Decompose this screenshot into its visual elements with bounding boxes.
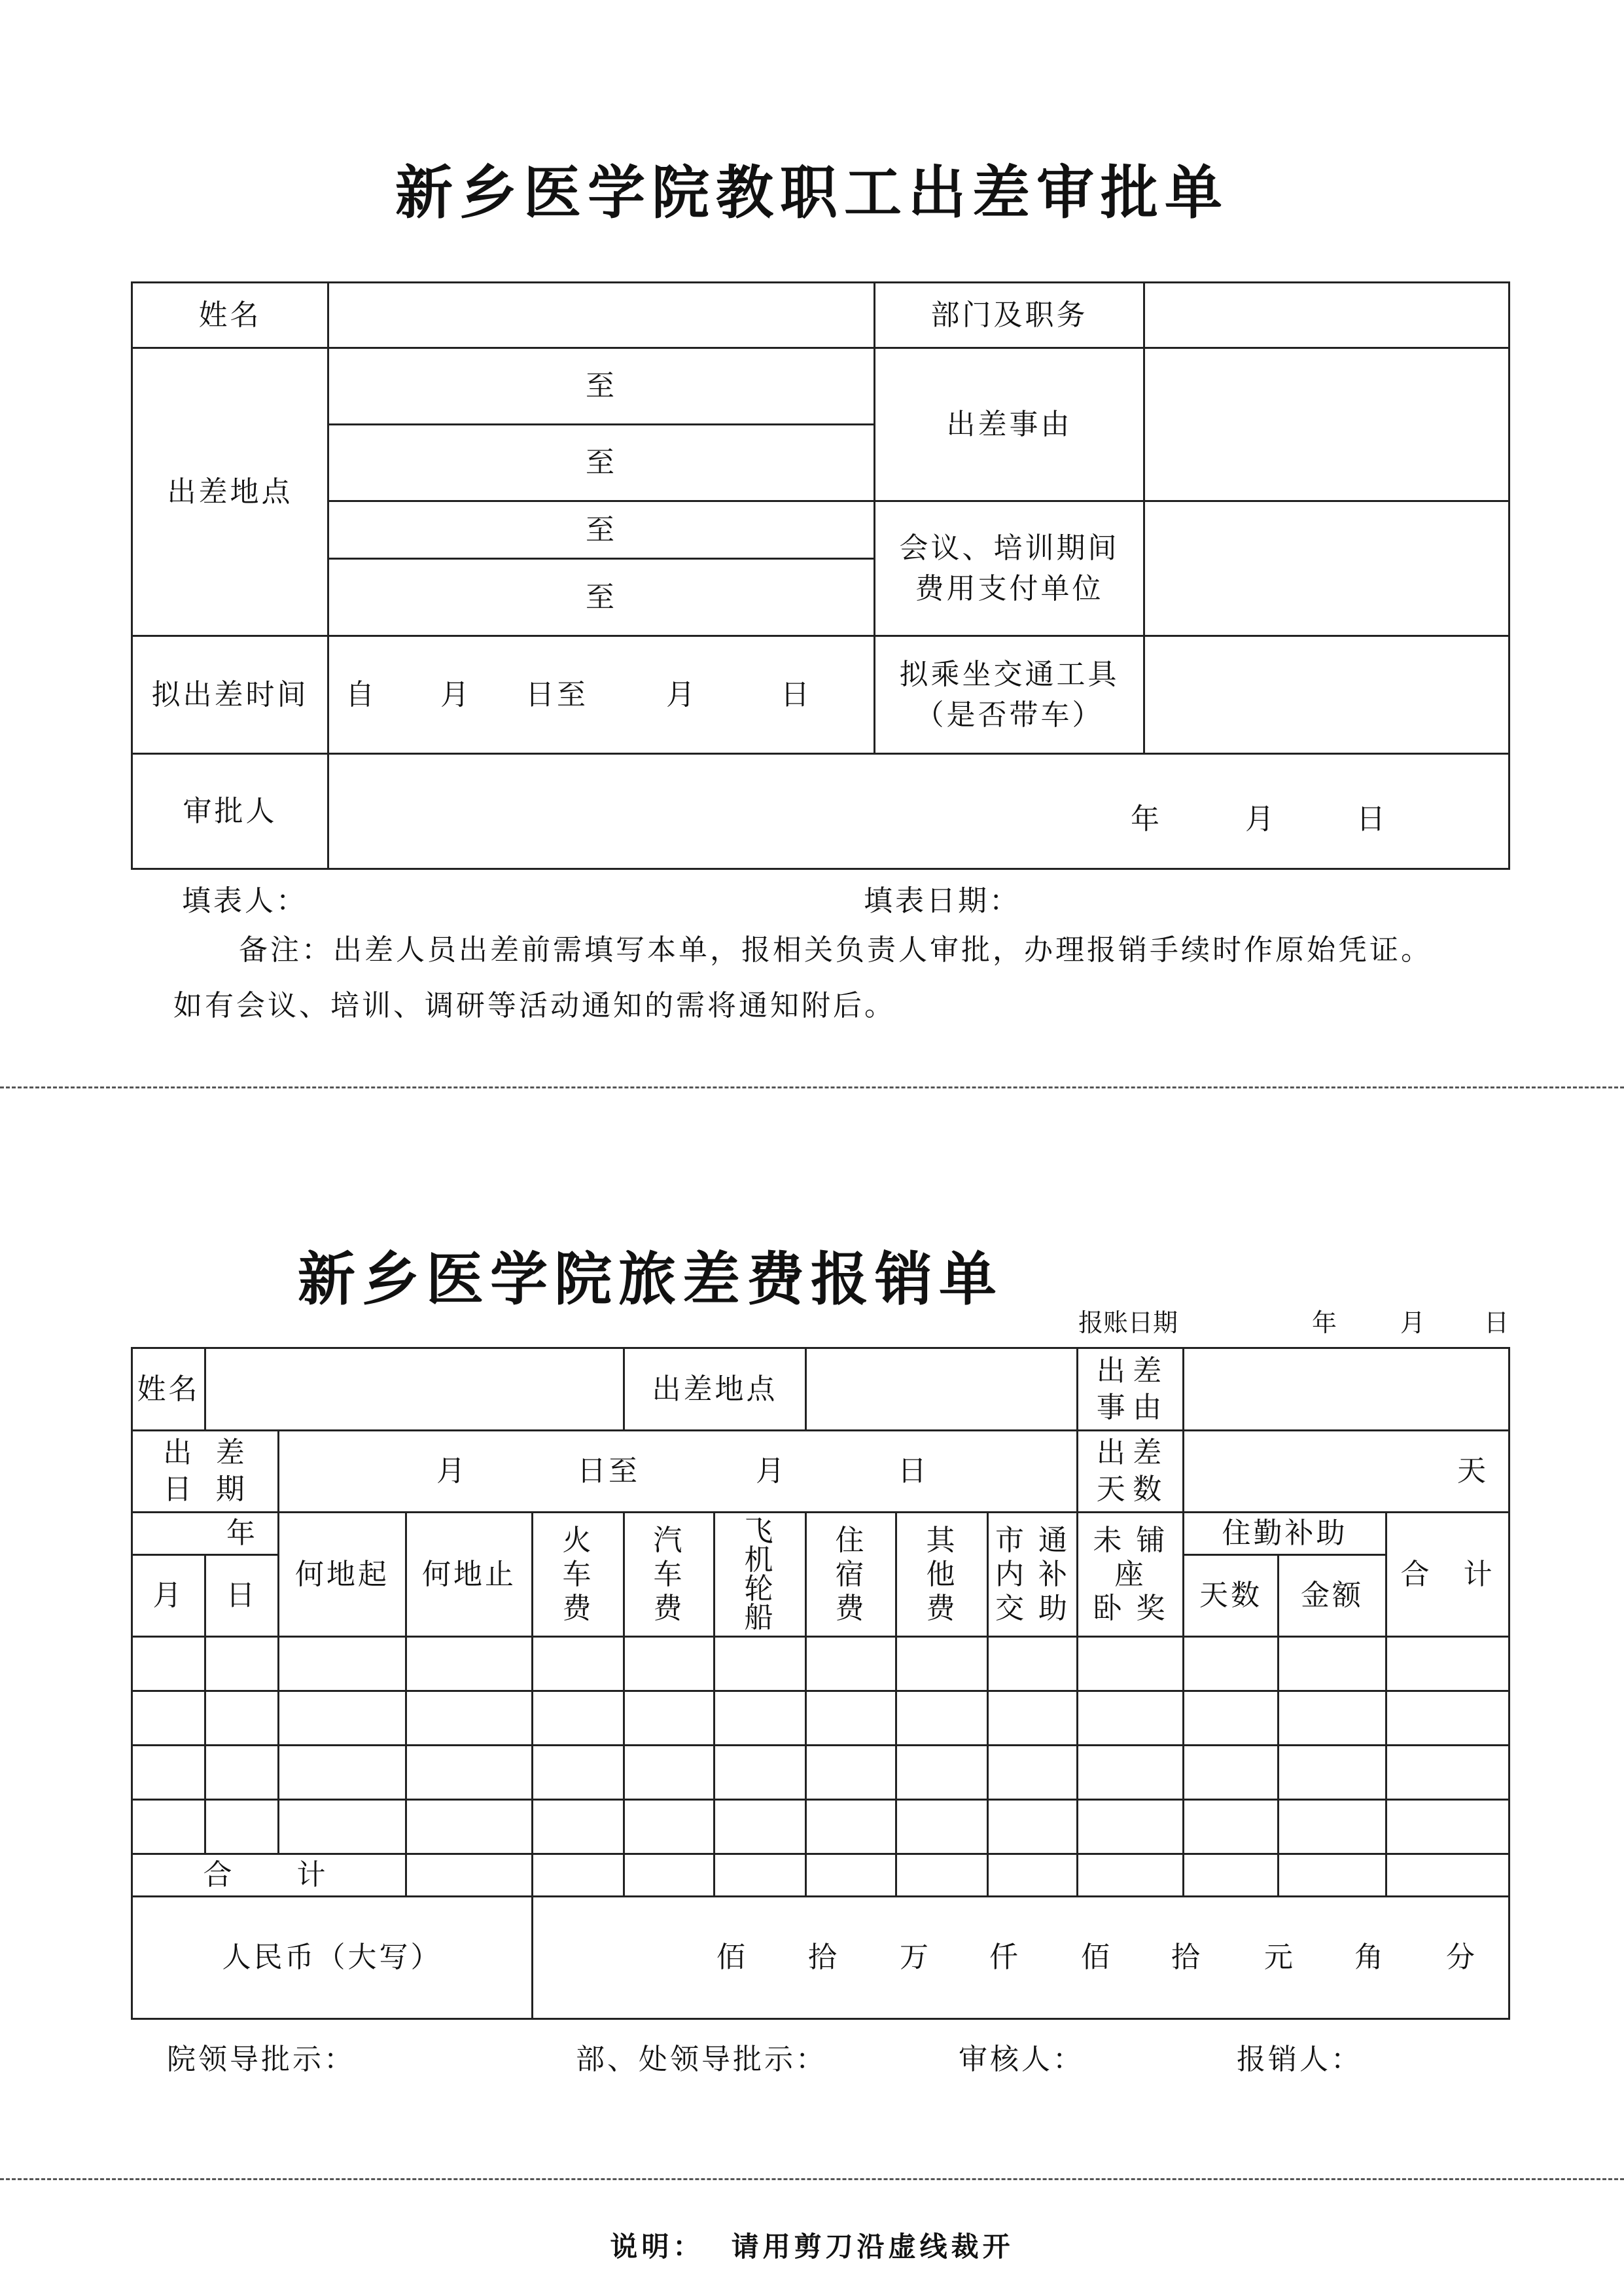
cell[interactable] bbox=[624, 1637, 715, 1691]
cell[interactable] bbox=[1078, 1854, 1184, 1897]
cut-line-1 bbox=[0, 1086, 1624, 1088]
transport-field[interactable] bbox=[1144, 636, 1509, 754]
table-row bbox=[132, 1800, 1509, 1854]
r-reason-field[interactable] bbox=[1184, 1348, 1509, 1431]
to-label: 至 bbox=[586, 580, 617, 614]
cell[interactable] bbox=[1279, 1800, 1386, 1854]
rmb-unit: 仟 bbox=[989, 1941, 1021, 1974]
cell[interactable] bbox=[715, 1800, 806, 1854]
cut-line-2 bbox=[0, 2178, 1624, 2180]
rmb-unit: 佰 bbox=[1081, 1941, 1112, 1974]
transport-label-line2: （是否带车） bbox=[915, 698, 1104, 732]
char: 日 bbox=[163, 1473, 195, 1506]
cell[interactable] bbox=[1386, 1691, 1509, 1746]
fill-date-label: 填表日期： bbox=[864, 884, 1021, 918]
char: 轮 bbox=[744, 1571, 776, 1605]
char: 他 bbox=[926, 1557, 958, 1591]
table-row bbox=[132, 1746, 1509, 1800]
cell[interactable] bbox=[533, 1746, 624, 1800]
time-from: 自 bbox=[345, 677, 377, 711]
r-days-label bbox=[1078, 1431, 1184, 1513]
sum-label bbox=[132, 1854, 406, 1897]
col-city-line2: 内 补 bbox=[995, 1557, 1070, 1591]
cell[interactable] bbox=[715, 1691, 806, 1746]
cell[interactable] bbox=[406, 1800, 533, 1854]
dept-field[interactable] bbox=[1144, 283, 1509, 348]
transport-label bbox=[875, 636, 1144, 754]
cell[interactable] bbox=[896, 1746, 988, 1800]
cell[interactable] bbox=[624, 1691, 715, 1746]
approve-year: 年 bbox=[1131, 802, 1162, 836]
cell[interactable] bbox=[715, 1746, 806, 1800]
char: 期 bbox=[215, 1473, 247, 1506]
char: 汽 bbox=[653, 1523, 685, 1557]
payer-label-line2: 费用支付单位 bbox=[915, 571, 1104, 605]
col-nobed-line3: 卧 奖 bbox=[1093, 1591, 1168, 1625]
char: 费 bbox=[835, 1591, 867, 1625]
r-date-month: 月 bbox=[436, 1454, 468, 1488]
approver-label: 审批人 bbox=[132, 754, 328, 869]
cell[interactable] bbox=[1279, 1637, 1386, 1691]
cell[interactable] bbox=[1078, 1691, 1184, 1746]
char: 车 bbox=[562, 1557, 594, 1591]
col-nobed-line1: 未 铺 bbox=[1093, 1523, 1168, 1557]
col-allow-days: 天数 bbox=[1184, 1555, 1279, 1637]
col-bus bbox=[624, 1513, 715, 1637]
location-field-1[interactable] bbox=[328, 348, 875, 425]
col-month: 月 bbox=[132, 1555, 205, 1637]
cell[interactable] bbox=[1279, 1691, 1386, 1746]
cell[interactable] bbox=[624, 1800, 715, 1854]
char: 出 bbox=[163, 1436, 195, 1469]
approval-table bbox=[131, 281, 1510, 870]
cell[interactable] bbox=[533, 1691, 624, 1746]
col-train bbox=[533, 1513, 624, 1637]
name-field[interactable] bbox=[328, 283, 875, 348]
cell[interactable] bbox=[1078, 1800, 1184, 1854]
cell[interactable] bbox=[205, 1746, 279, 1800]
cell[interactable] bbox=[406, 1854, 533, 1897]
cell[interactable] bbox=[1184, 1854, 1279, 1897]
filler-label: 填表人： bbox=[182, 884, 308, 918]
cell[interactable] bbox=[279, 1746, 406, 1800]
report-day: 日 bbox=[1484, 1308, 1509, 1337]
name-label: 姓名 bbox=[132, 283, 328, 348]
rmb-unit: 分 bbox=[1446, 1941, 1477, 1974]
report-date bbox=[1073, 1302, 1518, 1335]
note-line1: 备注：出差人员出差前需填写本单，报相关负责人审批，办理报销手续时作原始凭证。 bbox=[239, 933, 1432, 967]
char: 费 bbox=[562, 1591, 594, 1625]
sum-row bbox=[132, 1854, 1509, 1897]
payer-label bbox=[875, 501, 1144, 636]
cell[interactable] bbox=[279, 1691, 406, 1746]
payer-label-line1: 会议、培训期间 bbox=[899, 531, 1120, 565]
char: 机 bbox=[744, 1543, 776, 1577]
approve-day: 日 bbox=[1356, 802, 1388, 836]
sum-he: 合 bbox=[203, 1858, 235, 1892]
cell[interactable] bbox=[1078, 1746, 1184, 1800]
char: 火 bbox=[562, 1523, 594, 1557]
rmb-field[interactable] bbox=[533, 1897, 1509, 2019]
char: 数 bbox=[1133, 1473, 1165, 1506]
cell[interactable] bbox=[1184, 1637, 1279, 1691]
time-day: 日 bbox=[781, 677, 812, 711]
char: 差 bbox=[1133, 1354, 1165, 1388]
char: 其 bbox=[926, 1523, 958, 1557]
cell[interactable] bbox=[988, 1637, 1078, 1691]
cell[interactable] bbox=[806, 1800, 896, 1854]
char: 宿 bbox=[835, 1557, 867, 1591]
r-date-field[interactable] bbox=[279, 1431, 1078, 1513]
cell[interactable] bbox=[132, 1800, 205, 1854]
r-date-month2: 月 bbox=[756, 1454, 787, 1488]
col-allow-amount: 金额 bbox=[1279, 1555, 1386, 1637]
char: 事 bbox=[1096, 1390, 1128, 1424]
rmb-unit: 佰 bbox=[716, 1941, 748, 1974]
cell[interactable] bbox=[1386, 1854, 1509, 1897]
approver-field[interactable] bbox=[328, 754, 1509, 869]
col-no-bed bbox=[1078, 1513, 1184, 1637]
location-field-3[interactable] bbox=[328, 501, 875, 559]
cell[interactable] bbox=[896, 1800, 988, 1854]
cell[interactable] bbox=[806, 1854, 896, 1897]
cell[interactable] bbox=[533, 1854, 624, 1897]
cell[interactable] bbox=[279, 1800, 406, 1854]
r-date-day: 日 bbox=[898, 1454, 929, 1488]
char: 差 bbox=[1133, 1436, 1165, 1469]
cell[interactable] bbox=[715, 1637, 806, 1691]
form1-title: 新乡医学院教职工出差审批单 bbox=[395, 158, 1229, 226]
char: 天 bbox=[1096, 1473, 1128, 1506]
rmb-unit: 万 bbox=[900, 1941, 931, 1974]
payer-field[interactable] bbox=[1144, 501, 1509, 636]
location-field-4[interactable] bbox=[328, 559, 875, 636]
dept-label: 部门及职务 bbox=[875, 283, 1144, 348]
char: 由 bbox=[1133, 1390, 1165, 1424]
cell[interactable] bbox=[1386, 1637, 1509, 1691]
rmb-unit: 拾 bbox=[1171, 1941, 1203, 1974]
char: 住 bbox=[835, 1523, 867, 1557]
char: 飞 bbox=[744, 1514, 776, 1548]
col-from: 何地起 bbox=[279, 1513, 406, 1637]
sign-leader: 院领导批示： bbox=[167, 2043, 355, 2076]
time-field[interactable] bbox=[328, 636, 875, 754]
cell[interactable] bbox=[988, 1854, 1078, 1897]
col-city-line3: 交 助 bbox=[995, 1591, 1070, 1625]
cell[interactable] bbox=[1386, 1746, 1509, 1800]
char: 车 bbox=[653, 1557, 685, 1591]
col-total: 合 计 bbox=[1386, 1513, 1509, 1637]
char: 费 bbox=[926, 1591, 958, 1625]
time-day-to: 日至 bbox=[525, 677, 588, 711]
r-date-day-to: 日至 bbox=[577, 1454, 640, 1488]
cell[interactable] bbox=[624, 1854, 715, 1897]
r-days-unit: 天 bbox=[1457, 1454, 1489, 1488]
cell[interactable] bbox=[205, 1800, 279, 1854]
note-line2: 如有会议、培训、调研等活动通知的需将通知附后。 bbox=[173, 989, 896, 1022]
cell[interactable] bbox=[406, 1746, 533, 1800]
char: 船 bbox=[744, 1600, 776, 1634]
report-month: 月 bbox=[1400, 1308, 1426, 1337]
form2-title: 新乡医学院旅差费报销单 bbox=[298, 1245, 1004, 1313]
cell[interactable] bbox=[533, 1637, 624, 1691]
col-day: 日 bbox=[205, 1555, 279, 1637]
cell[interactable] bbox=[896, 1637, 988, 1691]
transport-label-line1: 拟乘坐交通工具 bbox=[899, 657, 1120, 691]
cell[interactable] bbox=[1184, 1691, 1279, 1746]
col-hotel bbox=[806, 1513, 896, 1637]
cell[interactable] bbox=[1184, 1746, 1279, 1800]
sign-auditor: 审核人： bbox=[959, 2043, 1084, 2076]
cell[interactable] bbox=[1386, 1800, 1509, 1854]
cell[interactable] bbox=[533, 1800, 624, 1854]
col-year: 年 bbox=[132, 1513, 279, 1555]
cell[interactable] bbox=[132, 1746, 205, 1800]
time-month2: 月 bbox=[666, 677, 697, 711]
report-year: 年 bbox=[1312, 1308, 1337, 1337]
reimbursement-table bbox=[131, 1347, 1510, 2020]
cell[interactable] bbox=[205, 1691, 279, 1746]
col-city-line1: 市 通 bbox=[995, 1523, 1070, 1557]
cell[interactable] bbox=[806, 1691, 896, 1746]
cell[interactable] bbox=[806, 1746, 896, 1800]
cell[interactable] bbox=[1279, 1854, 1386, 1897]
sign-dept: 部、处领导批示： bbox=[576, 2043, 827, 2076]
cell[interactable] bbox=[406, 1691, 533, 1746]
r-name-field[interactable] bbox=[205, 1348, 624, 1431]
col-to: 何地止 bbox=[406, 1513, 533, 1637]
col-other bbox=[896, 1513, 988, 1637]
r-location-field[interactable] bbox=[806, 1348, 1078, 1431]
to-label: 至 bbox=[586, 369, 617, 403]
cell[interactable] bbox=[1184, 1800, 1279, 1854]
table-row bbox=[132, 1637, 1509, 1691]
cell[interactable] bbox=[1078, 1637, 1184, 1691]
char: 出 bbox=[1096, 1436, 1128, 1469]
col-allowance: 住勤补助 bbox=[1184, 1513, 1386, 1555]
to-label: 至 bbox=[586, 512, 617, 547]
r-reason-label bbox=[1078, 1348, 1184, 1431]
reason-label: 出差事由 bbox=[875, 348, 1144, 501]
char: 费 bbox=[653, 1591, 685, 1625]
to-label: 至 bbox=[586, 446, 617, 479]
char: 差 bbox=[215, 1436, 247, 1469]
cell[interactable] bbox=[1279, 1746, 1386, 1800]
cell[interactable] bbox=[132, 1691, 205, 1746]
rmb-unit: 元 bbox=[1264, 1941, 1296, 1974]
char: 出 bbox=[1096, 1354, 1128, 1388]
rmb-unit: 角 bbox=[1354, 1941, 1386, 1974]
cell[interactable] bbox=[896, 1691, 988, 1746]
reason-field[interactable] bbox=[1144, 348, 1509, 501]
cell[interactable] bbox=[406, 1637, 533, 1691]
sum-ji: 计 bbox=[296, 1858, 328, 1892]
cell[interactable] bbox=[896, 1854, 988, 1897]
col-plane bbox=[715, 1513, 806, 1637]
cell[interactable] bbox=[988, 1800, 1078, 1854]
cell[interactable] bbox=[624, 1746, 715, 1800]
r-name-label: 姓名 bbox=[132, 1348, 205, 1431]
table-row bbox=[132, 1691, 1509, 1746]
approve-month: 月 bbox=[1245, 802, 1277, 836]
col-nobed-line2: 座 bbox=[1114, 1557, 1146, 1591]
cell[interactable] bbox=[279, 1637, 406, 1691]
r-location-label: 出差地点 bbox=[624, 1348, 806, 1431]
r-days-field[interactable] bbox=[1184, 1431, 1509, 1513]
r-date-label bbox=[132, 1431, 279, 1513]
cell[interactable] bbox=[205, 1637, 279, 1691]
cell[interactable] bbox=[806, 1637, 896, 1691]
location-label: 出差地点 bbox=[132, 348, 328, 636]
rmb-label: 人民币（大写） bbox=[132, 1897, 533, 2019]
cell[interactable] bbox=[715, 1854, 806, 1897]
col-city-transport bbox=[988, 1513, 1078, 1637]
cell[interactable] bbox=[988, 1746, 1078, 1800]
cut-instruction: 说明： 请用剪刀沿虚线裁开 bbox=[610, 2231, 1014, 2263]
cell[interactable] bbox=[988, 1691, 1078, 1746]
sign-reporter: 报销人： bbox=[1237, 2043, 1362, 2076]
report-date-label: 报账日期 bbox=[1078, 1308, 1178, 1337]
time-label: 拟出差时间 bbox=[132, 636, 328, 754]
cell[interactable] bbox=[132, 1637, 205, 1691]
time-month: 月 bbox=[440, 677, 472, 711]
location-field-2[interactable] bbox=[328, 425, 875, 501]
rmb-unit: 拾 bbox=[808, 1941, 839, 1974]
